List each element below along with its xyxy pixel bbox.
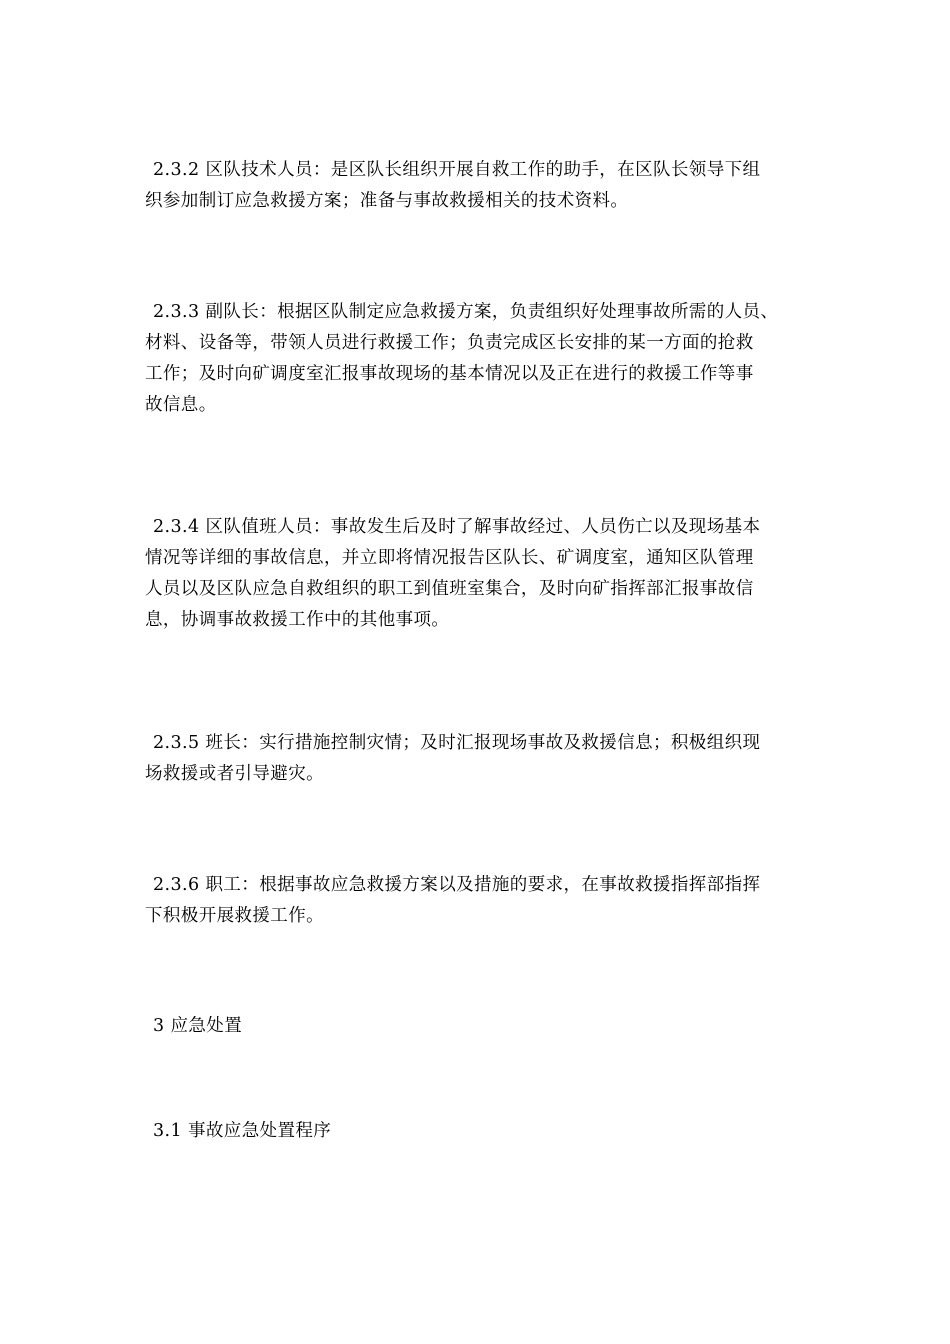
- text-line: 人员以及区队应急自救组织的职工到值班室集合，及时向矿指挥部汇报事故信: [145, 579, 754, 599]
- paragraph-2-3-6: [145, 870, 825, 932]
- text-line: 情况等详细的事故信息，并立即将情况报告区队长、矿调度室，通知区队管理: [145, 548, 754, 568]
- text-line: 工作；及时向矿调度室汇报事故现场的基本情况以及正在进行的救援工作等事: [145, 364, 754, 384]
- paragraph-2-3-3: [145, 297, 825, 421]
- text-line: 故信息。: [145, 395, 217, 415]
- heading-text: 3.1 事故应急处置程序: [153, 1121, 332, 1141]
- section-heading-3: [145, 1011, 825, 1042]
- text-line: 材料、设备等，带领人员进行救援工作；负责完成区长安排的某一方面的抢救: [145, 333, 754, 353]
- heading-text: 3 应急处置: [153, 1016, 243, 1036]
- text-line: 2.3.2 区队技术人员：是区队长组织开展自救工作的助手，在区队长领导下组: [153, 160, 761, 180]
- text-line: 2.3.6 职工：根据事故应急救援方案以及措施的要求，在事故救援指挥部指挥: [153, 875, 761, 895]
- text-line: 2.3.3 副队长：根据区队制定应急救援方案，负责组织好处理事故所需的人员、: [153, 302, 779, 322]
- text-line: 2.3.4 区队值班人员：事故发生后及时了解事故经过、人员伤亡以及现场基本: [153, 517, 761, 537]
- text-line: 场救援或者引导避灾。: [145, 764, 324, 784]
- section-heading-3-1: [145, 1116, 825, 1147]
- paragraph-2-3-4: [145, 512, 825, 636]
- paragraph-2-3-5: [145, 728, 825, 790]
- text-line: 织参加制订应急救援方案；准备与事故救援相关的技术资料。: [145, 191, 629, 211]
- text-line: 2.3.5 班长：实行措施控制灾情；及时汇报现场事故及救援信息；积极组织现: [153, 733, 761, 753]
- text-line: 息，协调事故救援工作中的其他事项。: [145, 610, 450, 630]
- text-line: 下积极开展救援工作。: [145, 906, 324, 926]
- paragraph-2-3-2: [145, 155, 825, 217]
